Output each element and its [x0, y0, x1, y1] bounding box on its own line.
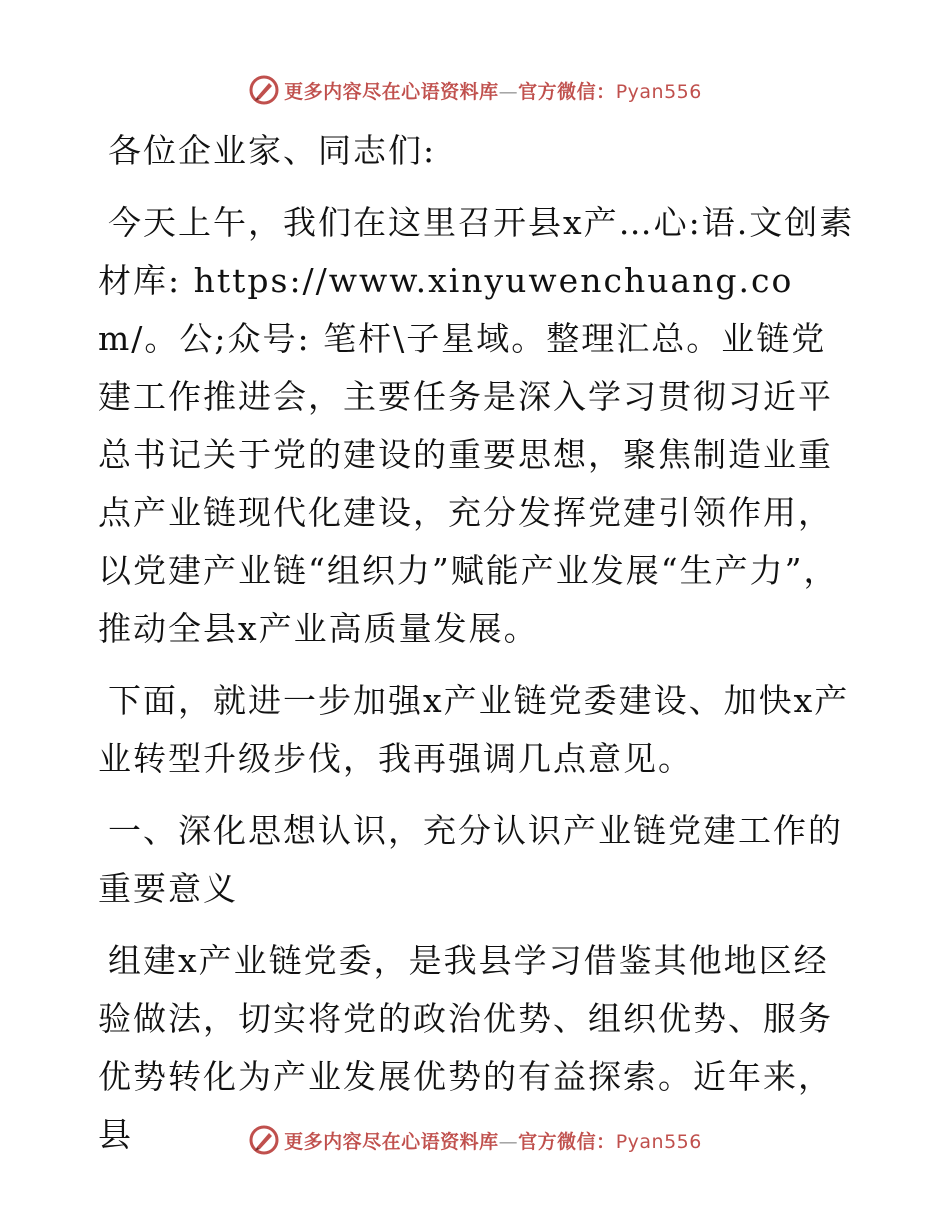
footer-banner [0, 1120, 950, 1160]
document-body [98, 122, 858, 1178]
banner-wechat-label: 官方微信： [518, 80, 616, 103]
salutation: 各位企业家、同志们: [108, 131, 437, 170]
paragraph-intro: 今天上午，我们在这里召开县x产…心:语.文创素材库: https://www.xinyuwenchuang.com/。公;众号: 笔杆\子星域。整理汇总。业链党建工作推进会，主要任务是深入学习贯彻习近平总书记关于党的建设的重要思想，聚焦制造业重点产业链现代化建设，充分发挥党建引领作用，以党建产业链“组织力”赋能产业发展“生产力”，推动全县x产业高质量发展。 [98, 203, 855, 648]
banner-separator: — [498, 1130, 519, 1153]
header-banner [0, 70, 950, 110]
paragraph-section-1: 组建x产业链党委，是我县学习借鉴其他地区经验做法，切实将党的政治优势、组织优势、服务优势转化为产业发展优势的有益探索。近年来，县 [98, 941, 833, 1154]
section-heading-1: 一、深化思想认识，充分认识产业链党建工作的重要意义 [98, 811, 843, 908]
banner-text [284, 77, 702, 104]
banner-main-text: 更多内容尽在心语资料库 [284, 1130, 499, 1153]
paragraph-outline: 下面，就进一步加强x产业链党委建设、加快x产业转型升级步伐，我再强调几点意见。 [98, 681, 850, 778]
banner-main-text: 更多内容尽在心语资料库 [284, 80, 499, 103]
banner-text [284, 1127, 702, 1154]
banner-wechat-id: Pyan556 [615, 1130, 702, 1153]
banner-separator: — [498, 80, 519, 103]
pen-logo-icon [248, 74, 280, 106]
pen-logo-icon [248, 1124, 280, 1156]
banner-wechat-label: 官方微信： [518, 1130, 616, 1153]
banner-wechat-id: Pyan556 [615, 80, 702, 103]
